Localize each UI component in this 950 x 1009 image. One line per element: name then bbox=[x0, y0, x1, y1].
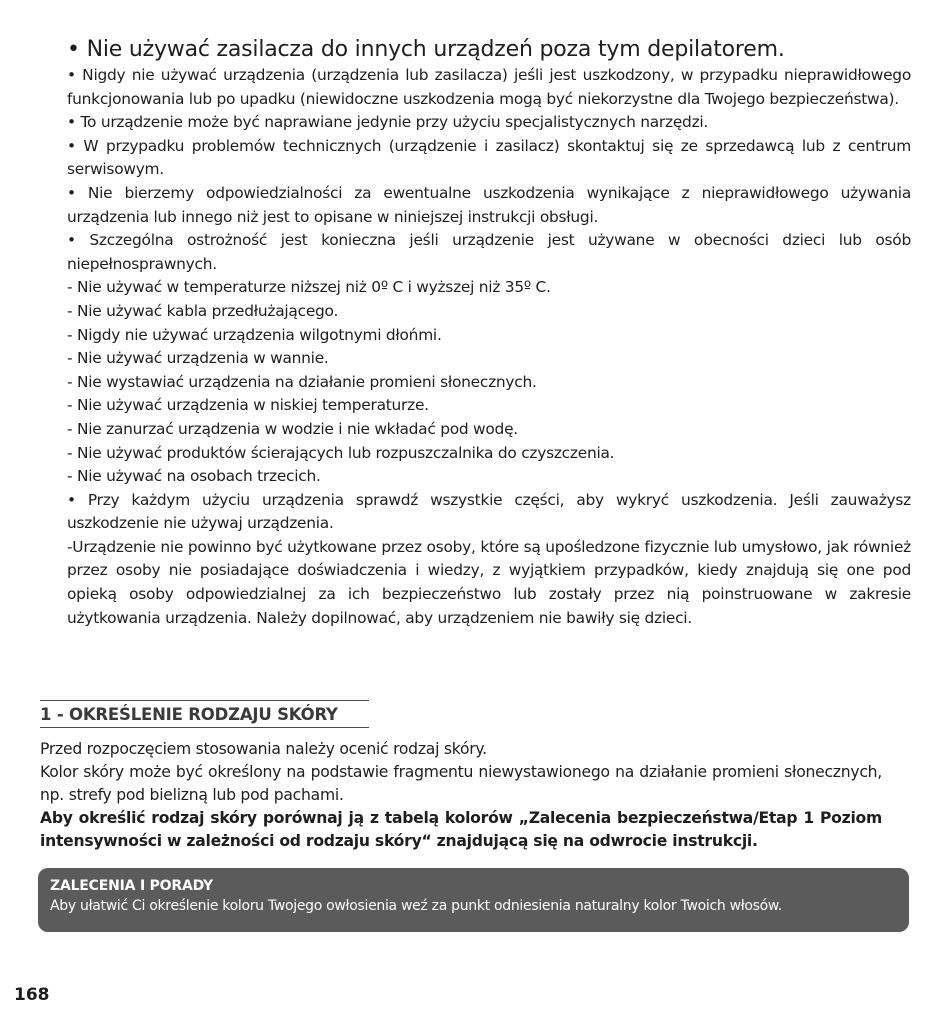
safety-item: -Urządzenie nie powinno być użytkowane przez osoby, które są upośledzone fizycznie lub umysłowo, jak również przez osoby nie posiadające doświadczenia i wiedzy, z wyjątkiem przypadków, kiedy znajdują się one pod opieką osoby odpowiedzialnej za ich bezpieczeństwo lub zostały przez nią poinstruowane w zakresie użytkowania urządzenia. Należy dopilnować, aby urządzeniem nie bawiły się dzieci. bbox=[67, 537, 911, 627]
safety-item: - Nigdy nie używać urządzenia wilgotnymi dłońmi. bbox=[67, 325, 442, 344]
section-body bbox=[40, 738, 882, 853]
tips-box bbox=[38, 868, 909, 932]
safety-item: - Nie używać w temperaturze niższej niż 0º C i wyższej niż 35º C. bbox=[67, 278, 551, 297]
safety-item: • Nigdy nie używać urządzenia (urządzenia lub zasilacza) jeśli jest uszkodzony, w przypadku nieprawidłowego funkcjonowania lub po upadku (niewidoczne uszkodzenia mogą być niekorzystne dla Twojego bezpieczeństwa). bbox=[67, 66, 911, 108]
section-paragraph-bold: Aby określić rodzaj skóry porównaj ją z tabelą kolorów „Zalecenia bezpieczeństwa/Etap 1 Poziom intensywności w zależności od rodzaju skóry“ znajdującą się na odwrocie instrukcji. bbox=[40, 809, 882, 850]
safety-item: - Nie używać kabla przedłużającego. bbox=[67, 301, 339, 320]
section-paragraph: Przed rozpoczęciem stosowania należy ocenić rodzaj skóry. bbox=[40, 740, 487, 758]
safety-item: • W przypadku problemów technicznych (urządzenie i zasilacz) skontaktuj się ze sprzedawcą lub z centrum serwisowym. bbox=[67, 136, 911, 179]
section-title: 1 - OKREŚLENIE RODZAJU SKÓRY bbox=[40, 700, 369, 728]
safety-item: - Nie używać produktów ścierających lub rozpuszczalnika do czyszczenia. bbox=[67, 443, 615, 462]
safety-item: - Nie zanurzać urządzenia w wodzie i nie wkładać pod wodę. bbox=[67, 419, 518, 438]
safety-item: - Nie używać urządzenia w niskiej temperaturze. bbox=[67, 396, 429, 415]
safety-item: • To urządzenie może być naprawiane jedynie przy użyciu specjalistycznych narzędzi. bbox=[67, 113, 709, 132]
safety-item: - Nie używać urządzenia w wannie. bbox=[67, 349, 329, 368]
safety-item: - Nie używać na osobach trzecich. bbox=[67, 467, 321, 486]
tips-text: Aby ułatwić Ci określenie koloru Twojego owłosienia weź za punkt odniesienia naturalny kolor Twoich włosów. bbox=[50, 898, 782, 914]
safety-headline: • Nie używać zasilacza do innych urządzeń poza tym depilatorem. bbox=[67, 37, 785, 62]
skin-type-section bbox=[40, 700, 882, 853]
section-paragraph: Kolor skóry może być określony na podstawie fragmentu niewystawionego na działanie promieni słonecznych, np. strefy pod bielizną lub pod pachami. bbox=[40, 763, 882, 804]
safety-item: • Szczególna ostrożność jest konieczna jeśli urządzenie jest używane w obecności dzieci lub osób niepełnosprawnych. bbox=[67, 231, 911, 273]
tips-title: ZALECENIA I PORADY bbox=[50, 878, 213, 894]
safety-item: • Nie bierzemy odpowiedzialności za ewentualne uszkodzenia wynikające z nieprawidłowego używania urządzenia lub innego niż jest to opisane w niniejszej instrukcji obsługi. bbox=[67, 183, 911, 226]
safety-item: - Nie wystawiać urządzenia na działanie promieni słonecznych. bbox=[67, 372, 537, 391]
page-number: 168 bbox=[14, 985, 50, 1005]
safety-item: • Przy każdym użyciu urządzenia sprawdź wszystkie części, aby wykryć uszkodzenia. Jeśli zauważysz uszkodzenie nie używaj urządzenia. bbox=[67, 490, 911, 533]
safety-instructions bbox=[67, 36, 911, 630]
